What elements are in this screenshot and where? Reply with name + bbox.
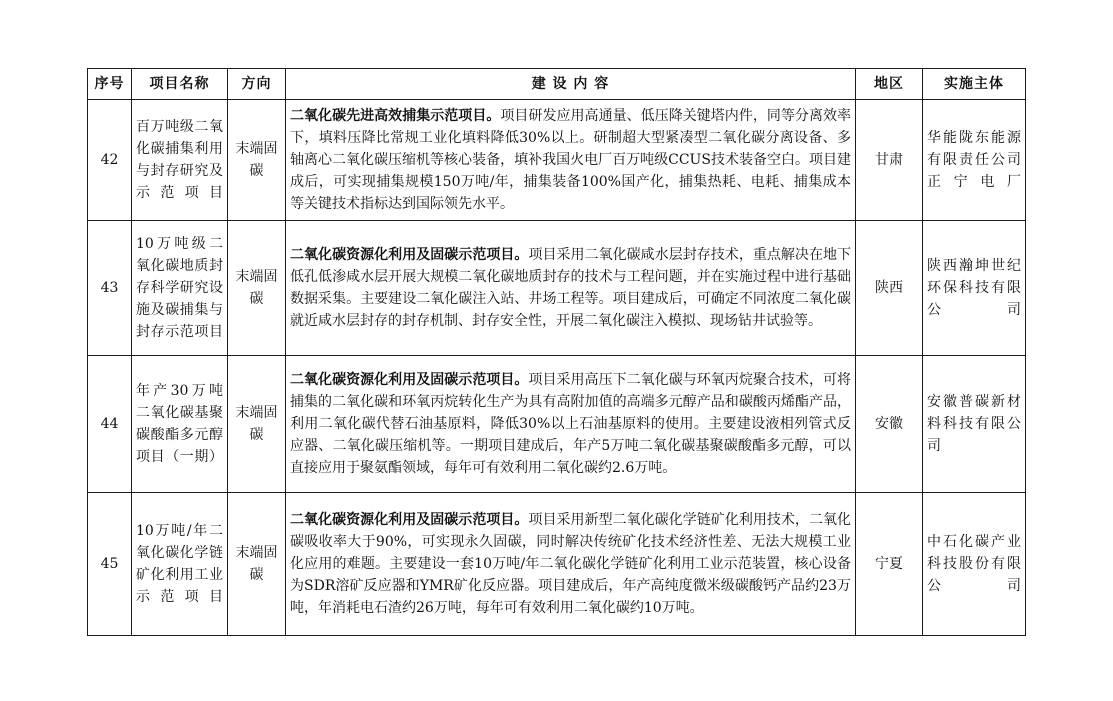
- table-row: [88, 100, 1026, 221]
- row-content-lead: 二氧化碳资源化利用及固碳示范项目。: [290, 372, 529, 388]
- header-region: 地区: [856, 69, 923, 100]
- row-direction: 末端固碳: [228, 493, 286, 636]
- row-content: [286, 100, 856, 221]
- header-num: 序号: [88, 69, 132, 100]
- header-org: 实施主体: [923, 69, 1026, 100]
- row-content-lead: 二氧化碳先进高效捕集示范项目。: [290, 108, 501, 124]
- row-project-name: 年产30万吨二氧化碳基聚碳酸酯多元醇项目（一期）: [132, 356, 228, 493]
- row-num: 44: [88, 356, 132, 493]
- header-content: 建 设 内 容: [286, 69, 856, 100]
- row-project-name: 10万吨级二氧化碳地质封存科学研究设施及碳捕集与封存示范项目: [132, 221, 228, 356]
- row-num: 42: [88, 100, 132, 221]
- row-org: 华能陇东能源有限责任公司正宁电厂: [923, 100, 1026, 221]
- row-content-body: 项目采用二氧化碳咸水层封存技术，重点解决在地下低孔低渗咸水层开展大规模二氧化碳地质封存的技术与工程问题，并在实施过程中进行基础数据采集。主要建设二氧化碳注入站、井场工程等。项目建成后，可确定不同浓度二氧化碳就近咸水层封存的封存机制、封存安全性，开展二氧化碳注入模拟、现场钻井试验等。: [290, 247, 852, 329]
- row-project-name: 百万吨级二氧化碳捕集利用与封存研究及示范项目: [132, 100, 228, 221]
- row-num: 45: [88, 493, 132, 636]
- project-table: [87, 68, 1026, 636]
- row-content: [286, 221, 856, 356]
- row-content-body: 项目采用高压下二氧化碳与环氧丙烷聚合技术，可将捕集的二氧化碳和环氧丙烷转化生产为具有高附加值的高端多元醇产品和碳酸丙烯酯产品，利用二氧化碳代替石油基原料，降低30%以上石油基原料的使用。主要建设液相列管式反应器、二氧化碳压缩机等。一期项目建成后，年产5万吨二氧化碳基聚碳酸酯多元醇，可以直接应用于聚氨酯领域，每年可有效利用二氧化碳约2.6万吨。: [290, 372, 852, 476]
- row-direction: 末端固碳: [228, 356, 286, 493]
- header-name: 项目名称: [132, 69, 228, 100]
- row-num: 43: [88, 221, 132, 356]
- table-row: [88, 493, 1026, 636]
- row-org: 陕西瀚坤世纪环保科技有限公司: [923, 221, 1026, 356]
- row-org: 中石化碳产业科技股份有限公司: [923, 493, 1026, 636]
- row-region: 宁夏: [856, 493, 923, 636]
- row-region: 甘肃: [856, 100, 923, 221]
- table-row: [88, 356, 1026, 493]
- row-project-name: 10万吨/年二氧化碳化学链矿化利用工业示范项目: [132, 493, 228, 636]
- row-direction: 末端固碳: [228, 221, 286, 356]
- row-org: 安徽普碳新材料科技有限公司: [923, 356, 1026, 493]
- row-content-body: 项目研发应用高通量、低压降关键塔内件，同等分离效率下，填料压降比常规工业化填料降低30%以上。研制超大型紧凑型二氧化碳分离设备、多轴离心二氧化碳压缩机等核心装备，填补我国火电厂百万吨级CCUS技术装备空白。项目建成后，可实现捕集规模150万吨/年，捕集装备100%国产化，捕集热耗、电耗、捕集成本等关键技术指标达到国际领先水平。: [290, 108, 852, 212]
- row-content: [286, 356, 856, 493]
- row-direction: 末端固碳: [228, 100, 286, 221]
- row-region: 安徽: [856, 356, 923, 493]
- row-region: 陕西: [856, 221, 923, 356]
- row-content: [286, 493, 856, 636]
- header-direction: 方向: [228, 69, 286, 100]
- table-header-row: [88, 69, 1026, 100]
- table-row: [88, 221, 1026, 356]
- row-content-lead: 二氧化碳资源化利用及固碳示范项目。: [290, 512, 529, 528]
- row-content-lead: 二氧化碳资源化利用及固碳示范项目。: [290, 247, 529, 263]
- row-content-body: 项目采用新型二氧化碳化学链矿化利用技术，二氧化碳吸收率大于90%，可实现永久固碳，同时解决传统矿化技术经济性差、无法大规模工业化应用的难题。主要建设一套10万吨/年二氧化碳化学链矿化利用工业示范装置，核心设备为SDR溶矿反应器和YMR矿化反应器。项目建成后，年产高纯度微米级碳酸钙产品约23万吨，年消耗电石渣约26万吨，每年可有效利用二氧化碳约10万吨。: [290, 512, 852, 616]
